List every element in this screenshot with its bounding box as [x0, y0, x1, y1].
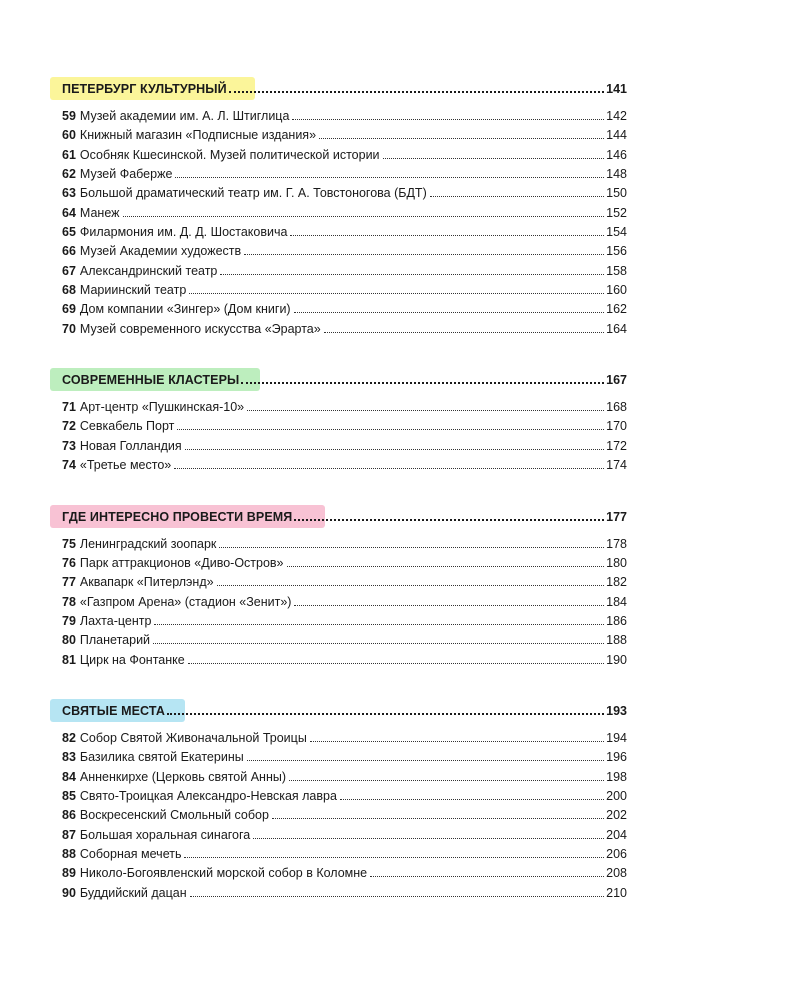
entry-number: 80	[62, 633, 76, 648]
dot-leader	[319, 138, 604, 139]
section-title: ПЕТЕРБУРГ КУЛЬТУРНЫЙ	[62, 82, 227, 96]
entry-page-number: 174	[606, 458, 627, 473]
entry-number: 72	[62, 419, 76, 434]
entry-number: 59	[62, 109, 76, 123]
entry-number: 88	[62, 846, 76, 861]
entry-title: Музей академии им. А. Л. Штиглица	[79, 109, 290, 123]
dot-leader	[287, 566, 605, 567]
toc-entry[interactable]	[60, 864, 627, 883]
dot-leader	[184, 857, 604, 858]
entry-page-number: 142	[606, 109, 627, 123]
entry-page-number: 190	[606, 652, 627, 667]
toc-entry[interactable]	[60, 398, 627, 417]
entry-page-number: 184	[606, 594, 627, 609]
dot-leader	[340, 799, 604, 800]
toc-entry[interactable]	[60, 612, 627, 631]
dot-leader	[174, 468, 604, 469]
dot-leader	[272, 818, 604, 819]
dot-leader	[241, 382, 604, 384]
dot-leader	[189, 293, 604, 294]
dot-leader	[294, 605, 604, 606]
toc-entry[interactable]	[60, 126, 627, 145]
toc-entry[interactable]	[60, 768, 627, 787]
entry-title: Воскресенский Смольный собор	[79, 808, 269, 823]
dot-leader	[247, 760, 604, 761]
entry-number: 70	[62, 321, 76, 336]
entry-page-number: 148	[606, 167, 627, 182]
dot-leader	[220, 274, 604, 275]
entry-number: 78	[62, 594, 76, 609]
toc-entry[interactable]	[60, 535, 627, 554]
dot-leader	[175, 177, 604, 178]
entry-page-number: 194	[606, 730, 627, 745]
entry-title: Парк аттракционов «Диво-Остров»	[79, 555, 284, 570]
entry-page-number: 210	[606, 885, 627, 900]
toc-entry[interactable]	[60, 262, 627, 281]
toc-entry[interactable]	[60, 204, 627, 223]
entry-number: 76	[62, 555, 76, 570]
toc-entry[interactable]	[60, 165, 627, 184]
dot-leader	[217, 585, 605, 586]
entry-page-number: 162	[606, 302, 627, 317]
dot-leader	[167, 713, 604, 715]
section-title: ГДЕ ИНТЕРЕСНО ПРОВЕСТИ ВРЕМЯ	[62, 509, 293, 524]
dot-leader	[294, 519, 604, 521]
entry-page-number: 154	[606, 225, 627, 240]
entry-number: 65	[62, 225, 76, 240]
entry-page-number: 204	[606, 827, 627, 842]
entry-number: 62	[62, 167, 76, 182]
dot-leader	[253, 838, 604, 839]
entry-title: Книжный магазин «Подписные издания»	[79, 128, 317, 143]
toc-entry[interactable]	[60, 748, 627, 767]
dot-leader	[370, 876, 604, 877]
entry-title: Планетарий	[79, 633, 151, 648]
entry-page-number: 196	[606, 750, 627, 765]
entry-title: Арт-центр «Пушкинская-10»	[79, 400, 245, 415]
entry-number: 69	[62, 302, 76, 317]
toc-entry[interactable]	[60, 806, 627, 825]
toc-entry[interactable]	[60, 631, 627, 650]
entry-number: 75	[62, 536, 76, 551]
toc-entry[interactable]	[60, 146, 627, 165]
dot-leader	[292, 119, 604, 120]
entry-page-number: 160	[606, 283, 627, 298]
entry-number: 83	[62, 750, 76, 765]
entry-page-number: 206	[606, 846, 627, 861]
entry-number: 60	[62, 128, 76, 143]
entry-page-number: 180	[606, 555, 627, 570]
entry-number: 63	[62, 186, 76, 201]
entry-page-number: 156	[606, 244, 627, 259]
entry-title: Соборная мечеть	[79, 846, 182, 861]
toc-entry[interactable]	[60, 437, 627, 456]
entry-title: Анненкирхе (Церковь святой Анны)	[79, 769, 287, 784]
entry-number: 77	[62, 575, 76, 590]
dot-leader	[310, 741, 604, 742]
toc-entry[interactable]	[60, 884, 627, 903]
entry-number: 89	[62, 866, 76, 881]
toc-entry[interactable]	[60, 787, 627, 806]
entry-title: Цирк на Фонтанке	[79, 652, 185, 667]
toc-entry[interactable]	[60, 651, 627, 670]
dot-leader	[383, 158, 605, 159]
toc-entry[interactable]	[60, 729, 627, 748]
toc-section-holy-places	[60, 700, 627, 903]
entry-title: Большая хоральная синагога	[79, 827, 251, 842]
toc-entry[interactable]	[60, 456, 627, 475]
entry-title: Музей Фаберже	[79, 167, 173, 182]
dot-leader	[229, 91, 604, 93]
dot-leader	[289, 780, 604, 781]
entry-number: 87	[62, 827, 76, 842]
toc-entry[interactable]	[60, 554, 627, 573]
entry-number: 68	[62, 283, 76, 298]
entry-number: 67	[62, 263, 76, 278]
section-title: СОВРЕМЕННЫЕ КЛАСТЕРЫ	[62, 373, 240, 388]
dot-leader	[123, 216, 605, 217]
toc-entry[interactable]	[60, 242, 627, 261]
entry-title: Особняк Кшесинской. Музей политической истории	[79, 147, 380, 162]
entry-number: 79	[62, 613, 76, 628]
entry-page-number: 152	[606, 205, 627, 220]
entry-number: 64	[62, 205, 76, 220]
entry-number: 85	[62, 788, 76, 803]
entry-page-number: 202	[606, 808, 627, 823]
toc-entry[interactable]	[60, 223, 627, 242]
entry-page-number: 150	[606, 186, 627, 201]
dot-leader	[244, 254, 604, 255]
section-heading[interactable]	[60, 506, 627, 528]
toc-section-clusters	[60, 369, 627, 475]
toc-section-culture	[60, 78, 627, 339]
entry-title: Музей Академии художеств	[79, 244, 242, 259]
entry-number: 81	[62, 652, 76, 667]
section-page-number: 141	[606, 82, 627, 96]
dot-leader	[430, 196, 604, 197]
entry-number: 66	[62, 244, 76, 259]
entry-title: Аквапарк «Питерлэнд»	[79, 575, 214, 590]
toc-entry[interactable]	[60, 281, 627, 300]
dot-leader	[290, 235, 604, 236]
entry-page-number: 164	[606, 321, 627, 336]
entry-title: Манеж	[79, 205, 120, 220]
entry-title: Ленинградский зоопарк	[79, 536, 217, 551]
dot-leader	[185, 449, 604, 450]
toc-entry[interactable]	[60, 300, 627, 319]
entry-title: Мариинский театр	[79, 283, 187, 298]
entry-number: 73	[62, 438, 76, 453]
dot-leader	[294, 312, 605, 313]
entry-page-number: 200	[606, 788, 627, 803]
section-page-number: 193	[606, 703, 627, 718]
entry-title: Буддийский дацан	[79, 885, 187, 900]
dot-leader	[153, 643, 604, 644]
entry-number: 90	[62, 885, 76, 900]
table-of-contents	[60, 78, 627, 933]
entry-page-number: 186	[606, 613, 627, 628]
entry-number: 74	[62, 458, 76, 473]
entry-number: 61	[62, 147, 76, 162]
entry-title: Новая Голландия	[79, 438, 182, 453]
dot-leader	[247, 410, 604, 411]
entry-title: Николо-Богоявленский морской собор в Коломне	[79, 866, 368, 881]
entry-title: Филармония им. Д. Д. Шостаковича	[79, 225, 288, 240]
dot-leader	[177, 429, 604, 430]
entry-page-number: 158	[606, 263, 627, 278]
entry-page-number: 168	[606, 400, 627, 415]
entry-page-number: 144	[606, 128, 627, 143]
section-heading[interactable]	[60, 78, 627, 100]
toc-entry[interactable]	[60, 573, 627, 592]
entry-page-number: 146	[606, 147, 627, 162]
entry-page-number: 182	[606, 575, 627, 590]
entry-title: Свято-Троицкая Александро-Невская лавра	[79, 788, 337, 803]
entry-number: 86	[62, 808, 76, 823]
dot-leader	[324, 332, 604, 333]
dot-leader	[188, 663, 604, 664]
section-title: СВЯТЫЕ МЕСТА	[62, 703, 165, 718]
toc-section-leisure	[60, 506, 627, 670]
toc-entry[interactable]	[60, 826, 627, 845]
entry-number: 71	[62, 400, 76, 415]
toc-entry[interactable]	[60, 320, 627, 339]
dot-leader	[190, 896, 605, 897]
entry-page-number: 188	[606, 633, 627, 648]
dot-leader	[154, 624, 604, 625]
section-heading[interactable]	[60, 369, 627, 391]
entry-title: Дом компании «Зингер» (Дом книги)	[79, 302, 291, 317]
entry-title: Лахта-центр	[79, 613, 152, 628]
entry-title: Большой драматический театр им. Г. А. Товстоногова (БДТ)	[79, 186, 427, 201]
toc-entry[interactable]	[60, 593, 627, 612]
section-heading[interactable]	[60, 700, 627, 722]
entry-title: Музей современного искусства «Эрарта»	[79, 321, 321, 336]
entry-title: «Третье место»	[79, 458, 172, 473]
dot-leader	[219, 547, 604, 548]
entry-title: Собор Святой Живоначальной Троицы	[79, 730, 307, 745]
entry-page-number: 208	[606, 866, 627, 881]
toc-entry[interactable]	[60, 417, 627, 436]
entry-page-number: 198	[606, 769, 627, 784]
section-page-number: 167	[606, 373, 627, 388]
entry-number: 82	[62, 730, 76, 745]
entry-page-number: 172	[606, 438, 627, 453]
toc-entry[interactable]	[60, 845, 627, 864]
entry-title: Александринский театр	[79, 263, 218, 278]
entry-title: Севкабель Порт	[79, 419, 175, 434]
toc-entry[interactable]	[60, 107, 627, 126]
entry-page-number: 178	[606, 536, 627, 551]
entry-title: «Газпром Арена» (стадион «Зенит»)	[79, 594, 292, 609]
entry-page-number: 170	[606, 419, 627, 434]
entry-title: Базилика святой Екатерины	[79, 750, 244, 765]
toc-entry[interactable]	[60, 184, 627, 203]
section-page-number: 177	[606, 509, 627, 524]
entry-number: 84	[62, 769, 76, 784]
